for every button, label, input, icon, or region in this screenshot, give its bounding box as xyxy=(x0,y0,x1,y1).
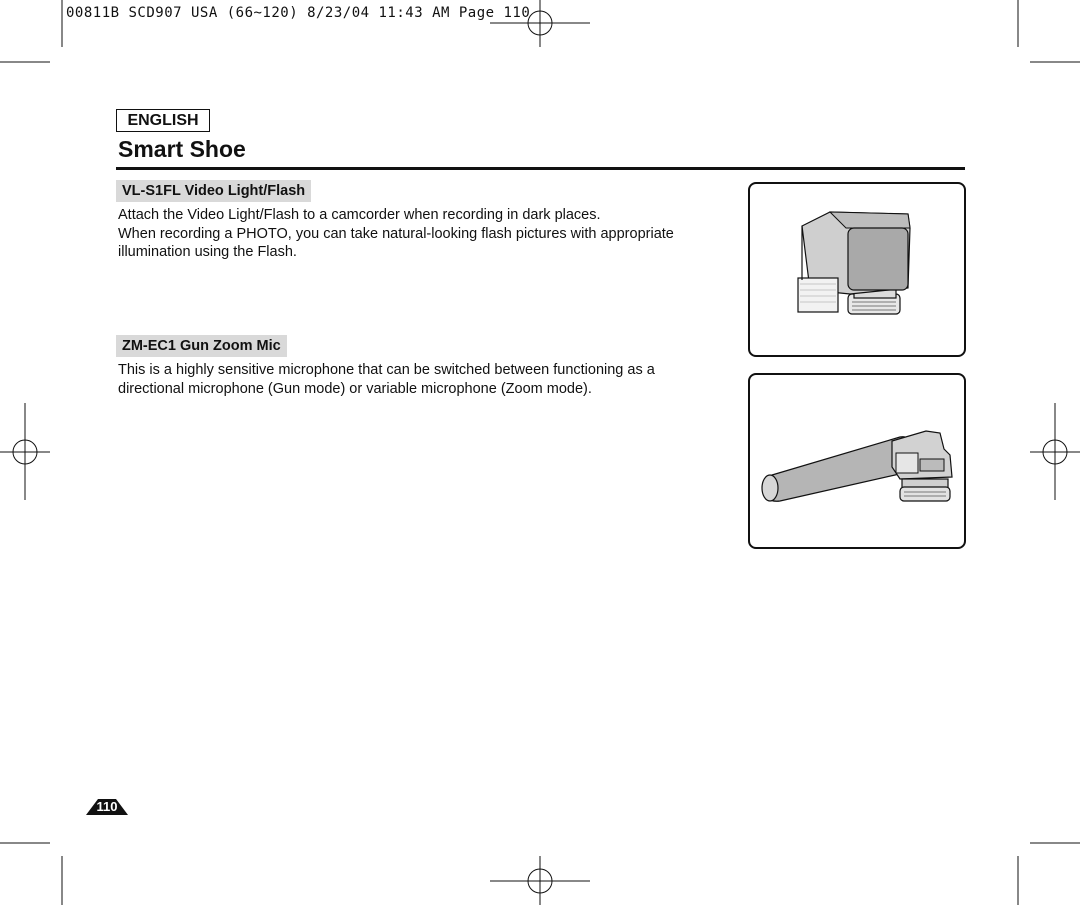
registration-mark-left xyxy=(0,403,50,500)
section-body-video-light xyxy=(118,206,718,262)
video-light-illustration xyxy=(750,184,964,355)
body-line: When recording a PHOTO, you can take natural-looking flash pictures with appropriate xyxy=(118,225,674,242)
language-badge: ENGLISH xyxy=(116,109,210,132)
gun-zoom-mic-figure xyxy=(748,373,966,549)
section-label-video-light: VL-S1FL Video Light/Flash xyxy=(116,180,311,202)
section-body-gun-zoom-mic xyxy=(118,361,718,398)
registration-mark-right xyxy=(1030,403,1080,500)
body-line: directional microphone (Gun mode) or variable microphone (Zoom mode). xyxy=(118,380,592,397)
body-line: illumination using the Flash. xyxy=(118,244,297,260)
body-line: Attach the Video Light/Flash to a camcorder when recording in dark places. xyxy=(118,207,601,223)
body-line: This is a highly sensitive microphone that can be switched between functioning as a xyxy=(118,362,655,378)
page-number-badge xyxy=(84,798,130,816)
print-header: 00811B SCD907 USA (66~120) 8/23/04 11:43 AM Page 110 xyxy=(66,5,531,21)
page-number: 110 xyxy=(96,799,118,814)
title-rule xyxy=(116,167,965,170)
section-label-gun-zoom-mic: ZM-EC1 Gun Zoom Mic xyxy=(116,335,287,357)
registration-mark-bottom xyxy=(490,856,590,905)
video-light-figure xyxy=(748,182,966,357)
gun-zoom-mic-illustration xyxy=(750,375,964,547)
page-title: Smart Shoe xyxy=(118,136,246,162)
